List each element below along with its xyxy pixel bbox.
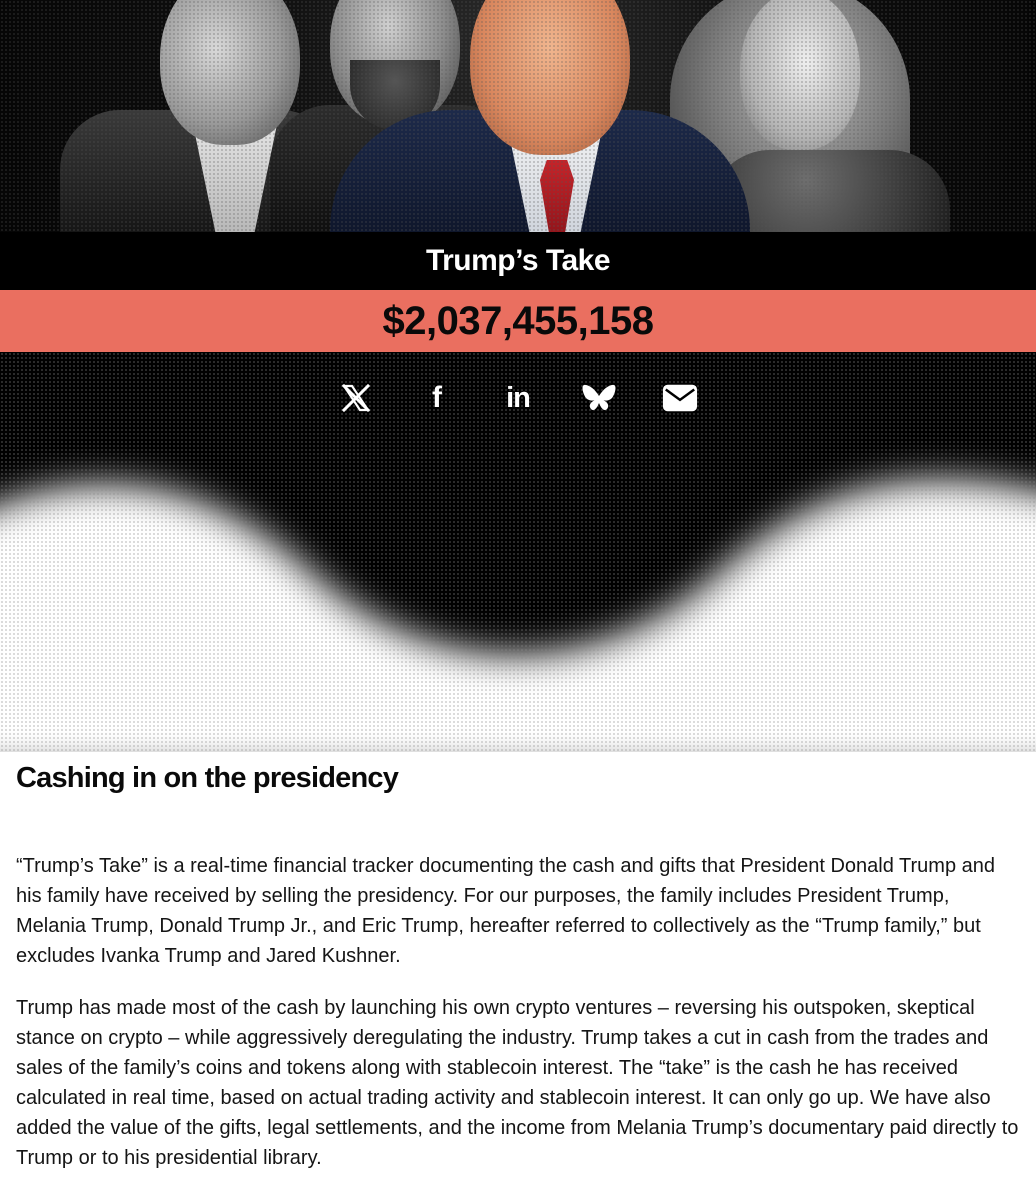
title-strip (0, 232, 1036, 290)
section-heading: Cashing in on the presidency (16, 762, 399, 794)
facebook-glyph: f (432, 381, 442, 414)
share-buttons (0, 374, 1036, 422)
email-icon[interactable] (662, 380, 698, 416)
bluesky-icon[interactable] (581, 380, 617, 416)
facebook-icon[interactable] (419, 380, 455, 416)
x-icon[interactable] (338, 380, 374, 416)
article-paragraph: Trump has made most of the cash by launching his own crypto ventures – reversing his outspoken, skeptical stance on crypto – while aggressively deregulating the industry. Trump takes a cut in cash from the trades and sales of the family’s coins and tokens along with stablecoin interest. The “take” is the cash he has received calculated in real time, based on actual trading activity and stablecoin interest. It can only go up. We have also added the value of the gifts, legal settlements, and the income from Melania Trump’s documentary paid directly to Trump or to his presidential library. (16, 997, 1019, 1169)
total-amount: $2,037,455,158 (382, 298, 654, 343)
share-section (0, 352, 1036, 752)
linkedin-glyph: in (506, 381, 530, 414)
linkedin-icon[interactable] (500, 380, 536, 416)
page-title: Trump’s Take (425, 244, 611, 277)
hero-photo (0, 0, 1036, 232)
article-paragraph: “Trump’s Take” is a real-time financial tracker documenting the cash and gifts that President Donald Trump and his family have received by selling the presidency. For our purposes, the family includes President Trump, Melania Trump, Donald Trump Jr., and Eric Trump, hereafter referred to collectively as the “Trump family,” but excludes Ivanka Trump and Jared Kushner. (16, 855, 995, 967)
person-head (740, 0, 860, 150)
person-head (470, 0, 630, 155)
person-photo-center (330, 0, 750, 232)
amount-bar (0, 290, 1036, 352)
article-body (16, 762, 1020, 1195)
